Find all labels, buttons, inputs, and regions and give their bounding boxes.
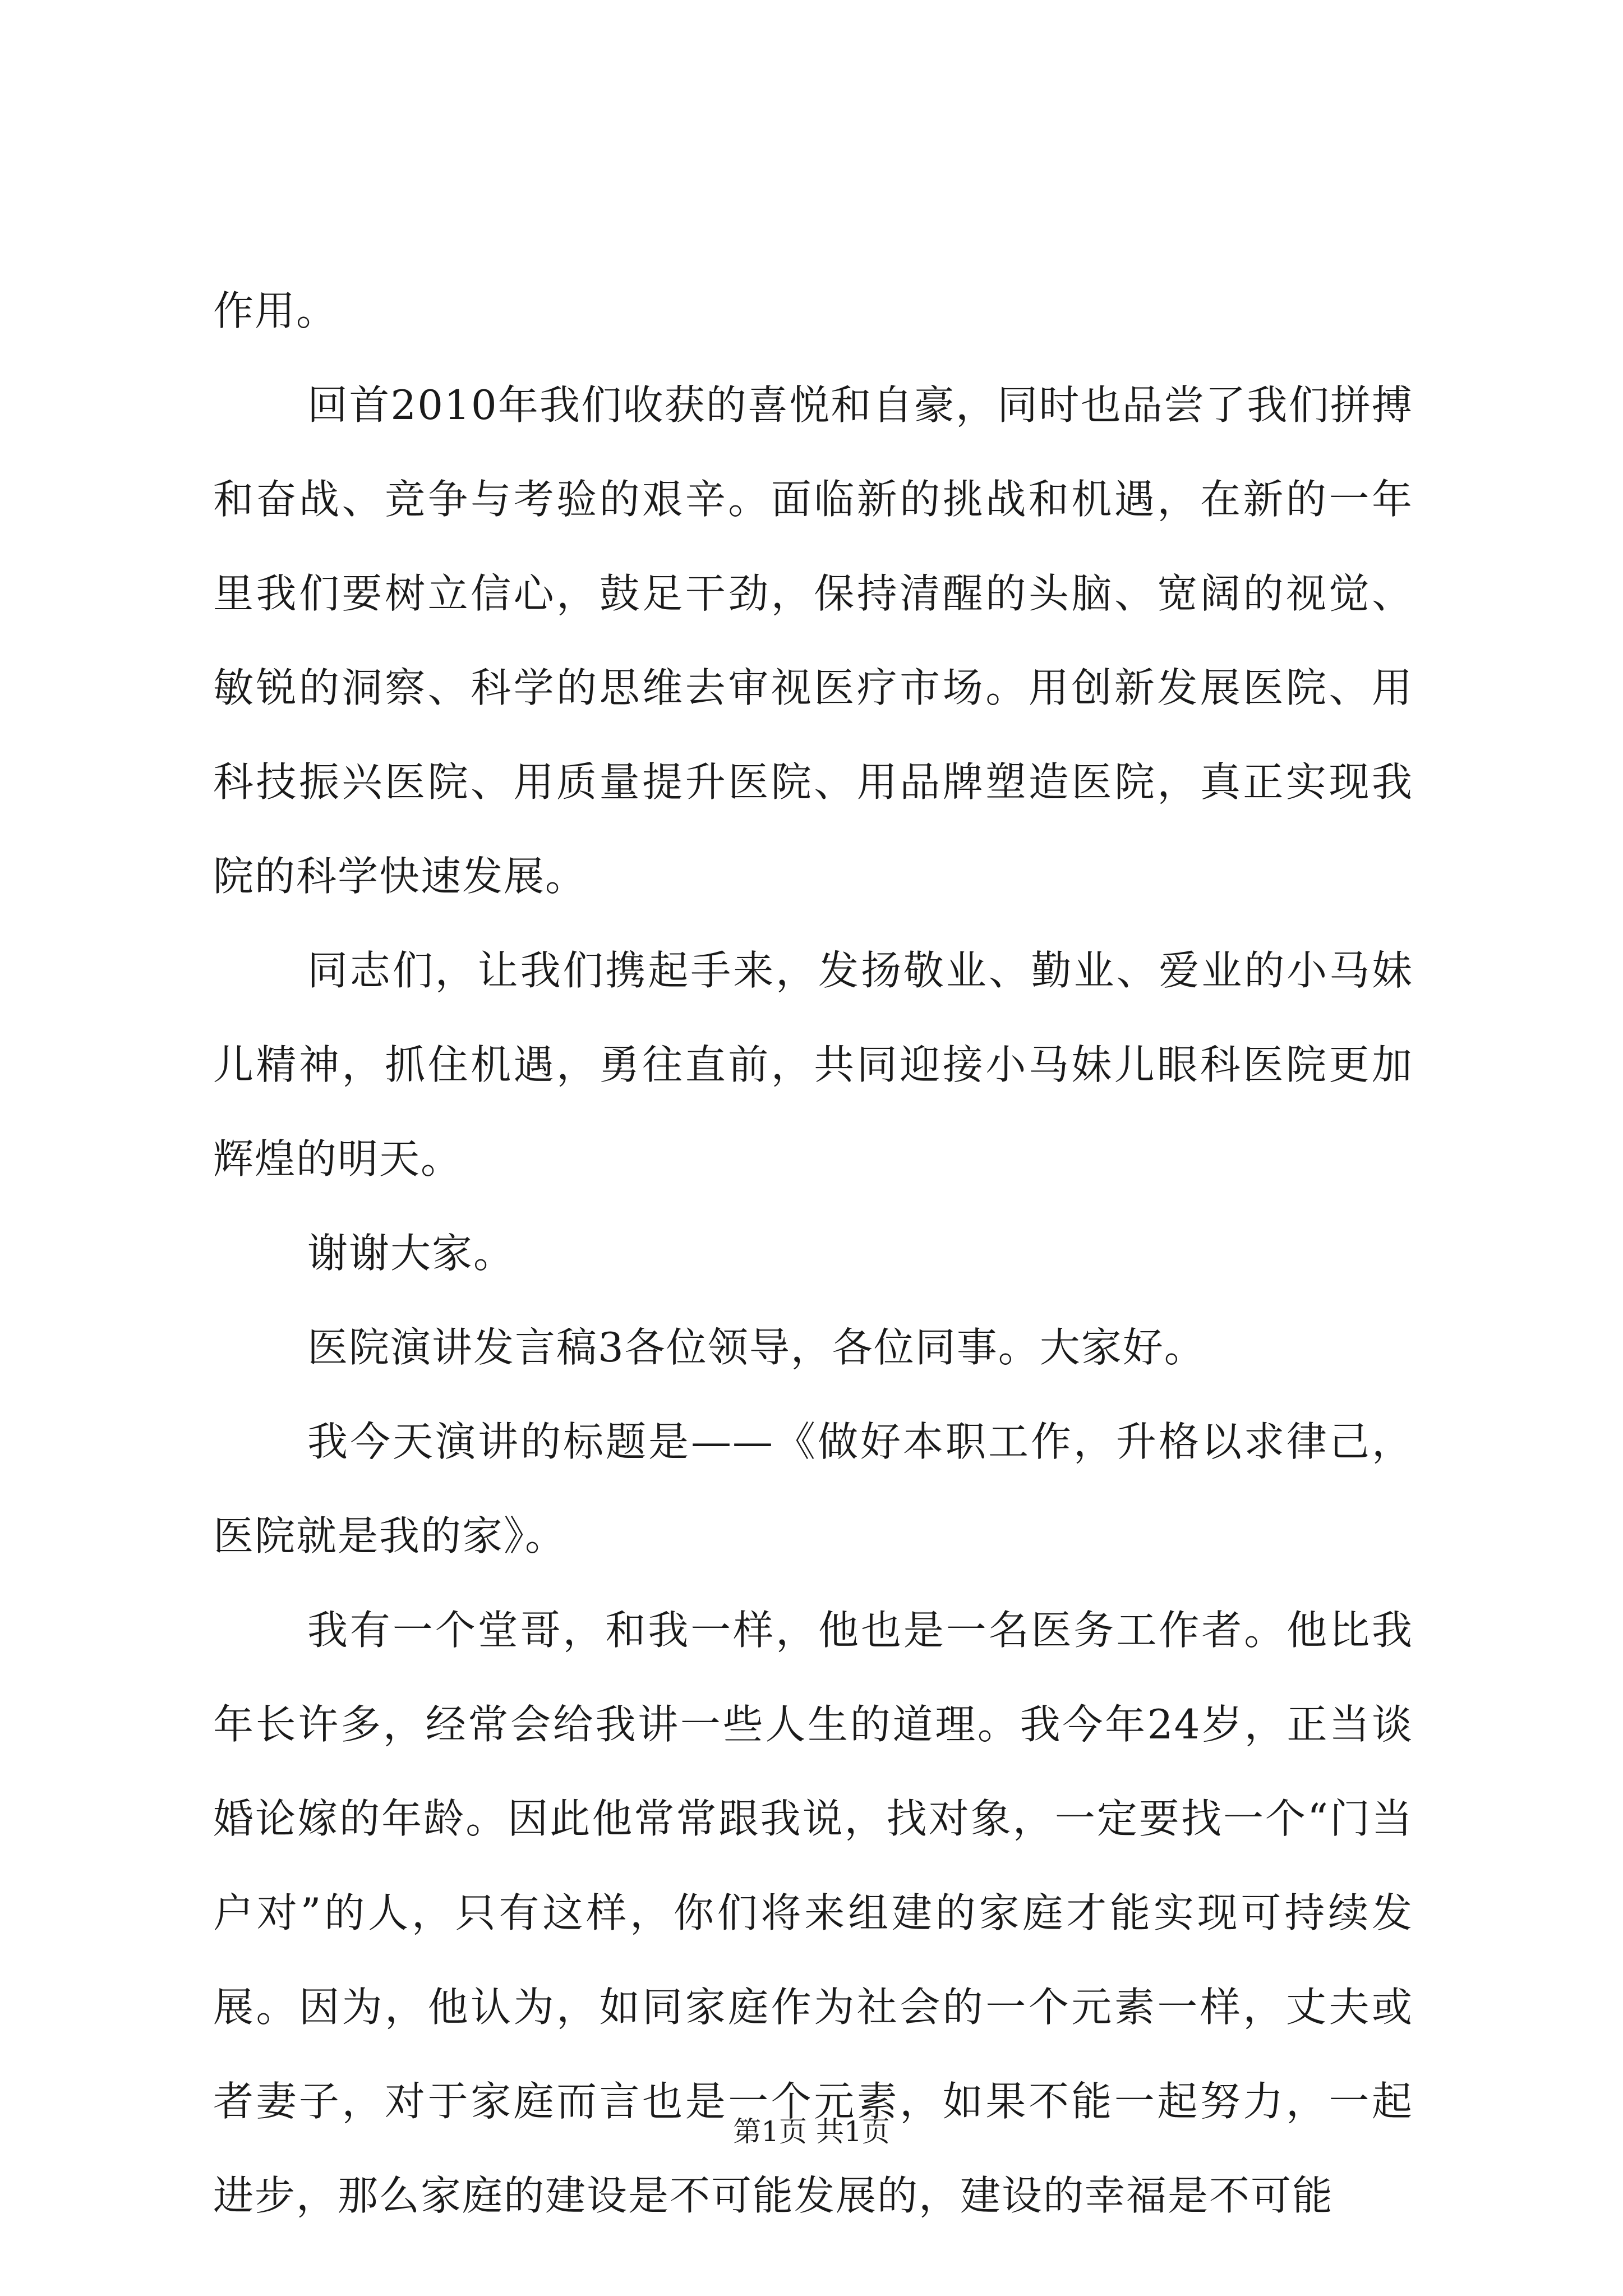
paragraph-7: 我有一个堂哥，和我一样，他也是一名医务工作者。他比我年长许多，经常会给我讲一些人生的道理。我今年24岁，正当谈婚论嫁的年龄。因此他常常跟我说，找对象，一定要找一个“门当户对”的人，只有这样，你们将来组建的家庭才能实现可持续发展。因为，他认为，如同家庭作为社会的一个元素一样，丈夫或者妻子，对于家庭而言也是一个元素，如果不能一起努力，一起进步，那么家庭的建设是不可能发展的，建设的幸福是不可能	[213, 1607, 1413, 2219]
page-footer: 第1页 共1页	[733, 2115, 890, 2148]
paragraph-3: 同志们，让我们携起手来，发扬敬业、勤业、爱业的小马妹儿精神，抓住机遇，勇往直前，共同迎接小马妹儿眼科医院更加辉煌的明天。	[213, 947, 1413, 1182]
paragraph-6: 我今天演讲的标题是——《做好本职工作，升格以求律己，医院就是我的家》。	[213, 1418, 1413, 1559]
paragraph-4: 谢谢大家。	[307, 1230, 515, 1277]
paragraph-2: 回首2010年我们收获的喜悦和自豪，同时也品尝了我们拼搏和奋战、竞争与考验的艰辛。面临新的挑战和机遇，在新的一年里我们要树立信心，鼓足干劲，保持清醒的头脑、宽阔的视觉、敏锐的洞察、科学的思维去审视医疗市场。用创新发展医院、用科技振兴医院、用质量提升医院、用品牌塑造医院，真正实现我院的科学快速发展。	[213, 381, 1413, 900]
document-body	[213, 264, 1413, 2243]
paragraph-5: 医院演讲发言稿3各位领导，各位同事。大家好。	[307, 1324, 1206, 1371]
paragraph-1: 作用。	[213, 287, 338, 334]
